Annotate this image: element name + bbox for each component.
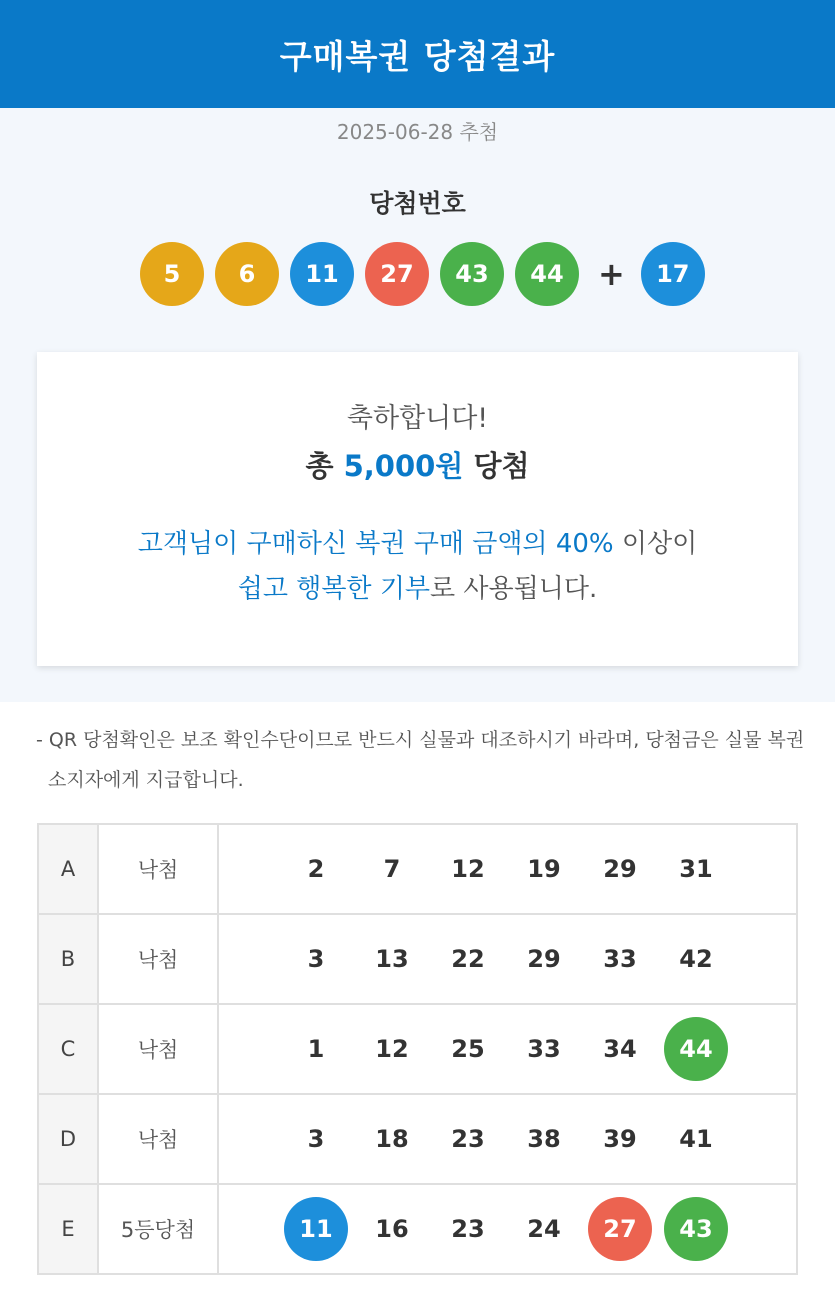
draw-date: 2025-06-28 추첨 (336, 120, 499, 144)
page-header (0, 0, 835, 108)
donation-line2-rest: 로 사용됩니다. (430, 574, 598, 604)
winning-ball: 43 (440, 242, 504, 306)
prize-amount: 5,000원 (343, 449, 464, 483)
game-number: 29 (527, 945, 561, 973)
winning-ball: 44 (515, 242, 579, 306)
game-number: 13 (375, 945, 409, 973)
game-number: 1 (307, 1035, 325, 1063)
game-number: 12 (451, 855, 485, 883)
game-number: 12 (375, 1035, 409, 1063)
game-number: 23 (451, 1125, 485, 1153)
game-number: 19 (527, 855, 561, 883)
game-number: 7 (383, 855, 401, 883)
matched-number-ball: 43 (664, 1197, 728, 1261)
game-number: 25 (451, 1035, 485, 1063)
plus-sign: + (598, 255, 625, 293)
game-number: 18 (375, 1125, 409, 1153)
donation-message (37, 522, 798, 612)
game-number: 22 (451, 945, 485, 973)
result-card (37, 352, 798, 666)
matched-number-ball: 11 (284, 1197, 348, 1261)
game-status: 5등당첨 (98, 1184, 218, 1274)
game-numbers (219, 1017, 796, 1081)
game-status: 낙첨 (98, 1004, 218, 1094)
game-number: 38 (527, 1125, 561, 1153)
game-letter: A (38, 824, 98, 914)
total-prize (37, 444, 798, 485)
total-suffix: 당첨 (473, 449, 530, 483)
page-title: 구매복권 당첨결과 (279, 36, 556, 76)
bonus-ball: 17 (641, 242, 705, 306)
winning-ball: 27 (365, 242, 429, 306)
matched-number-ball: 44 (664, 1017, 728, 1081)
game-numbers-cell (218, 914, 797, 1004)
game-numbers (219, 1107, 796, 1171)
game-number: 39 (603, 1125, 637, 1153)
game-status: 낙첨 (98, 824, 218, 914)
game-row (38, 914, 797, 1004)
winning-ball: 6 (215, 242, 279, 306)
game-number: 3 (307, 945, 325, 973)
winning-numbers-label: 당첨번호 (369, 189, 466, 218)
donation-line2-highlight: 쉽고 행복한 기부 (237, 574, 431, 604)
game-status: 낙첨 (98, 914, 218, 1004)
donation-line1-highlight: 고객님이 구매하신 복권 구매 금액의 40% (137, 529, 614, 559)
game-number: 41 (679, 1125, 713, 1153)
game-numbers-cell (218, 1004, 797, 1094)
game-number: 2 (307, 855, 325, 883)
game-numbers (219, 927, 796, 991)
game-row (38, 1004, 797, 1094)
game-letter: E (38, 1184, 98, 1274)
winning-numbers-row (140, 242, 716, 306)
game-number: 3 (307, 1125, 325, 1153)
game-numbers (219, 1197, 796, 1261)
game-letter: C (38, 1004, 98, 1094)
total-prefix: 총 (305, 449, 334, 483)
game-row (38, 1094, 797, 1184)
game-letter: D (38, 1094, 98, 1184)
game-row (38, 824, 797, 914)
winning-ball: 11 (290, 242, 354, 306)
winning-ball: 5 (140, 242, 204, 306)
game-number: 34 (603, 1035, 637, 1063)
qr-notice: - QR 당첨확인은 보조 확인수단이므로 반드시 실물과 대조하시기 바라며, 당첨금은 실물 복권소지자에게 지급합니다. (36, 729, 805, 791)
game-number: 33 (603, 945, 637, 973)
game-number: 24 (527, 1215, 561, 1243)
games-table (37, 823, 798, 1275)
donation-line1-rest: 이상이 (621, 529, 698, 559)
game-numbers-cell (218, 1094, 797, 1184)
game-number: 31 (679, 855, 713, 883)
game-number: 16 (375, 1215, 409, 1243)
game-number: 29 (603, 855, 637, 883)
game-status: 낙첨 (98, 1094, 218, 1184)
game-row (38, 1184, 797, 1274)
game-number: 23 (451, 1215, 485, 1243)
game-number: 33 (527, 1035, 561, 1063)
game-numbers-cell (218, 824, 797, 914)
draw-summary-section (0, 108, 835, 702)
game-number: 42 (679, 945, 713, 973)
game-letter: B (38, 914, 98, 1004)
matched-number-ball: 27 (588, 1197, 652, 1261)
game-numbers (219, 837, 796, 901)
congrats-text: 축하합니다! (346, 403, 489, 434)
game-numbers-cell (218, 1184, 797, 1274)
